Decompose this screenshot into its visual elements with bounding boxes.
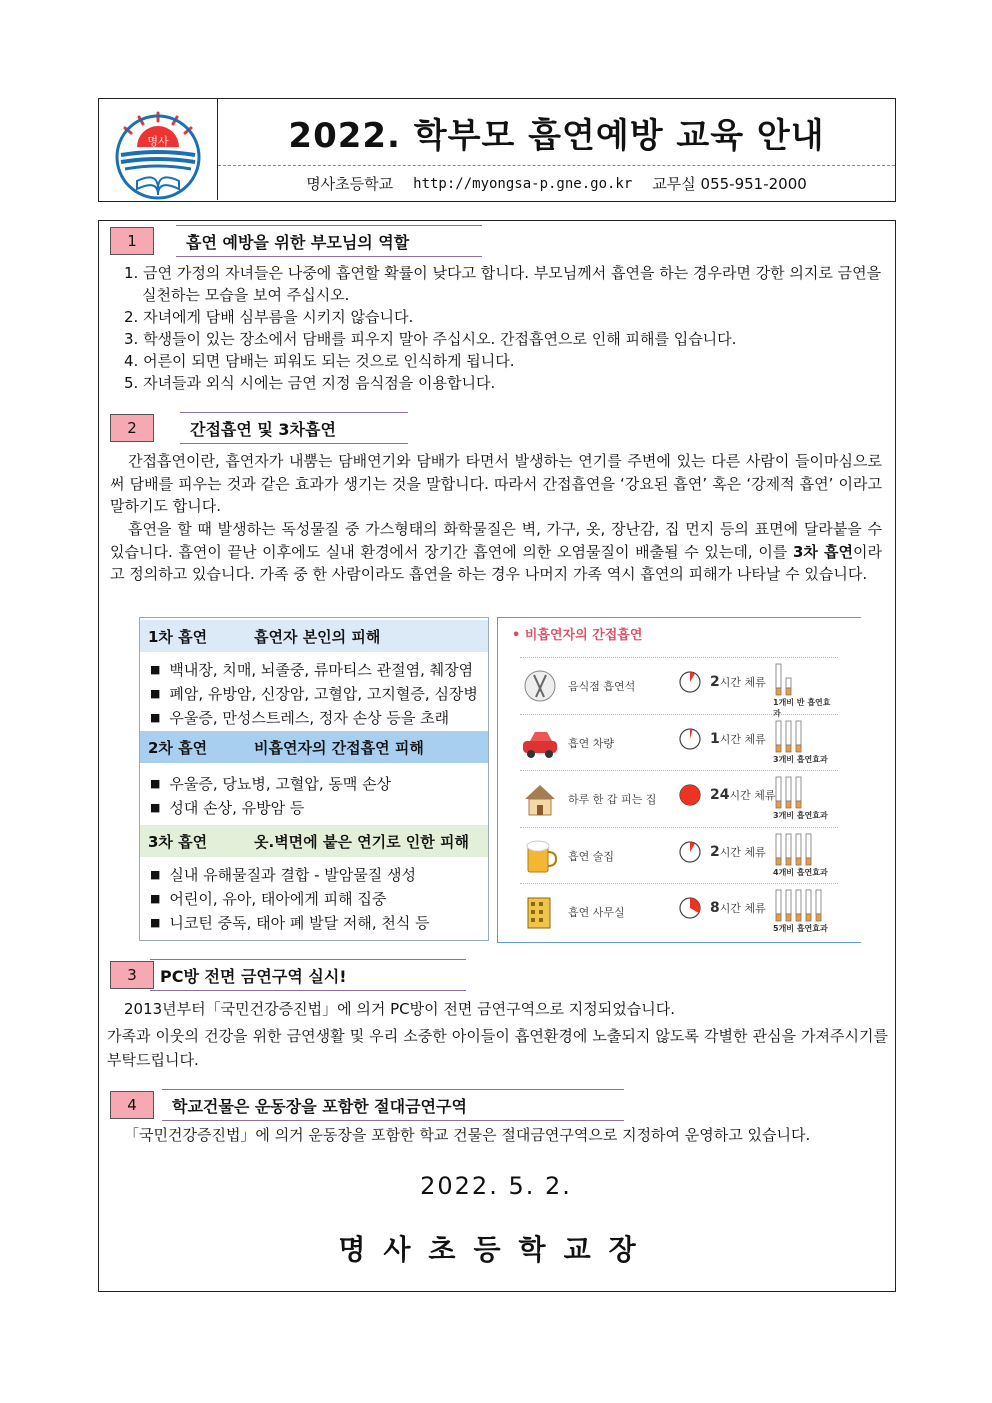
school-name: 명사초등학교 [306,175,394,193]
list-item: ■ 우울증, 당뇨병, 고혈압, 동맥 손상 [150,773,480,797]
clock-icon [678,670,702,694]
school-info [218,166,895,201]
section-1-number: 1 [110,227,154,255]
effect-type: 3차 흡연 [148,832,208,851]
infographic-row [520,883,838,938]
infographic-title: • 비흡연자의 간접흡연 [512,628,643,643]
section-4-line: 「국민건강증진법」에 의거 운동장을 포함한 학교 건물은 절대금연구역으로 지정하여 운영하고 있습니다. [124,1126,811,1144]
principal-signature: 명사초등학교장 [338,1233,654,1266]
clock-icon [678,840,702,864]
document-date: 2022. 5. 2. [420,1172,572,1200]
first-hand-smoke-header [140,620,488,652]
smoking-effect-label: 1개비 반 흡연효과 [773,698,831,718]
effect-desc: 비흡연자의 간접흡연 피해 [254,738,424,757]
place-label: 하루 한 갑 피는 집 [568,793,657,806]
place-label: 음식점 흡연석 [568,680,636,693]
list-item: 5. 자녀들과 외식 시에는 금연 지정 음식점을 이용합니다. [124,374,496,392]
list-item: ■ 어린이, 유아, 태아에게 피해 집중 [150,888,480,912]
paragraph-text: 흡연을 할 때 발생하는 독성물질 중 가스형태의 화학물질은 벽, 가구, 옷, 장난감, 집 먼지 등의 표면에 달라붙을 수 있습니다. 흡연이 끝난 이후에도 실내 환경에서 장기간 흡연에 의한 오염물질이 배출될 수 있는데, 이를 [110,520,882,561]
list-item: ■ 실내 유해물질과 결합 - 발암물질 생성 [150,864,480,888]
smoking-effect-label: 4개비 흡연효과 [773,867,828,877]
beer-icon [520,836,560,874]
secondhand-smoke-infographic [497,617,861,943]
stay-unit: 시간 체류 [719,845,766,859]
stay-unit: 시간 체류 [719,732,766,746]
logo-text: 명사 [147,135,169,148]
stay-unit: 시간 체류 [719,676,766,689]
fork-knife-icon [520,666,560,704]
document-header [98,98,896,202]
list-item: ■ 백내장, 치매, 뇌졸중, 류마티스 관절염, 췌장염 [150,659,480,683]
effect-desc: 흡연자 본인의 피해 [254,627,381,646]
list-item: 3. 학생들이 있는 장소에서 담배를 피우지 말아 주십시오. 간접흡연으로 인해 피해를 입습니다. [124,330,737,348]
infographic-row [520,714,838,769]
list-item: 2. 자녀에게 담배 심부름을 시키지 않습니다. [124,308,414,326]
cigarette-icon [774,719,804,753]
stay-time: 24시간 체류 [710,787,776,803]
list-item: 1. 금연 가정의 자녀들은 나중에 흡연할 확률이 낮다고 합니다. 부모님께서 흡연을 하는 경우라면 강한 의지로 금연을 실천하는 모습을 보여 주십시오. [124,264,882,304]
title-cell [218,99,895,166]
page-title: 2022. 학부모 흡연예방 교육 안내 [288,115,825,156]
effect-type: 2차 흡연 [148,738,208,757]
infographic-row [520,657,838,718]
list-item: ■ 성대 손상, 유방암 등 [150,797,480,821]
section-2-paragraph-2 [110,518,882,586]
stay-unit: 시간 체류 [719,902,766,915]
cigarette-icon [774,662,794,696]
list-item: 4. 어른이 되면 담배는 피워도 되는 것으로 인식하게 됩니다. [124,352,515,370]
smoking-effect-label: 3개비 흡연효과 [773,754,828,764]
car-icon [520,723,560,761]
stay-time: 8시간 체류 [710,900,766,916]
place-label: 흡연 술집 [568,849,615,863]
section-2-title: 간접흡연 및 3차흡연 [180,412,408,444]
section-4-number: 4 [110,1091,154,1119]
section-4-title: 학교건물은 운동장을 포함한 절대금연구역 [162,1089,624,1121]
stay-unit: 시간 체류 [729,789,776,802]
office-building-icon [520,892,560,930]
place-label: 흡연 차량 [568,736,615,750]
list-item: ■ 니코틴 중독, 태아 폐 발달 저해, 천식 등 [150,912,480,936]
section-2-number: 2 [110,414,154,442]
third-hand-smoke-term: 3차 흡연 [792,542,853,561]
first-hand-smoke-list [150,659,480,731]
infographic-row [520,827,838,882]
stay-time: 2시간 체류 [710,674,766,690]
paragraph-text: 이라고 정의하고 있습니다. 가족 중 한 사람이라도 흡연을 하는 경우 나머지 가족 역시 흡연의 피해가 나타날 수 있습니다. [110,542,882,583]
section-3-line-1: 2013년부터「국민건강증진법」에 의거 PC방이 전면 금연구역으로 지정되었습니다. [124,1000,676,1018]
section-1-list [120,262,888,394]
section-2-paragraph-1: 간접흡연이란, 흡연자가 내뿜는 담배연기와 담배가 타면서 발생하는 연기를 주변에 있는 다른 사람이 들이마심으로써 담배를 피우는 것과 같은 효과가 생기는 것을 말합니다. 따라서 간접흡연을 ‘강요된 흡연’ 혹은 ‘강제적 흡연’ 이라고 말하기도 합니다. [110,452,882,515]
list-item: ■ 우울증, 만성스트레스, 정자 손상 등을 초래 [150,707,480,731]
infographic-row [520,770,838,825]
section-3-number: 3 [110,961,154,989]
stay-time: 2시간 체류 [710,843,766,860]
effect-desc: 옷.벽면에 붙은 연기로 인한 피해 [254,832,469,851]
smoking-effect-label: 3개비 흡연효과 [773,811,828,820]
section-3-title: PC방 전면 금연구역 실시! [150,959,466,991]
third-hand-smoke-list [150,864,480,936]
office-phone: 교무실 055-951-2000 [652,175,807,193]
clock-icon [678,896,702,920]
third-hand-smoke-header [140,825,488,857]
school-url[interactable]: http://myongsa-p.gne.go.kr [413,175,633,192]
section-3-line-2: 가족과 이웃의 건강을 위한 금연생활 및 우리 소중한 아이들이 흡연환경에 노출되지 않도록 각별한 관심을 가져주시기를 부탁드립니다. [107,1027,888,1069]
second-hand-smoke-list [150,773,480,821]
place-label: 흡연 사무실 [568,906,625,919]
clock-icon [678,783,702,807]
cigarette-icon [774,775,804,809]
clock-icon [678,727,702,751]
effect-type: 1차 흡연 [148,627,208,646]
second-hand-smoke-header [140,731,488,763]
house-icon [520,779,560,817]
school-logo [99,99,218,200]
cigarette-icon [774,888,824,922]
smoking-effects-table [139,617,489,941]
smoking-effect-label: 5개비 흡연효과 [773,924,828,933]
stay-time: 1시간 체류 [710,730,766,747]
list-item: ■ 폐암, 유방암, 신장암, 고혈압, 고지혈증, 심장병 [150,683,480,707]
section-1-title: 흡연 예방을 위한 부모님의 역할 [176,225,482,257]
cigarette-icon [774,832,814,866]
